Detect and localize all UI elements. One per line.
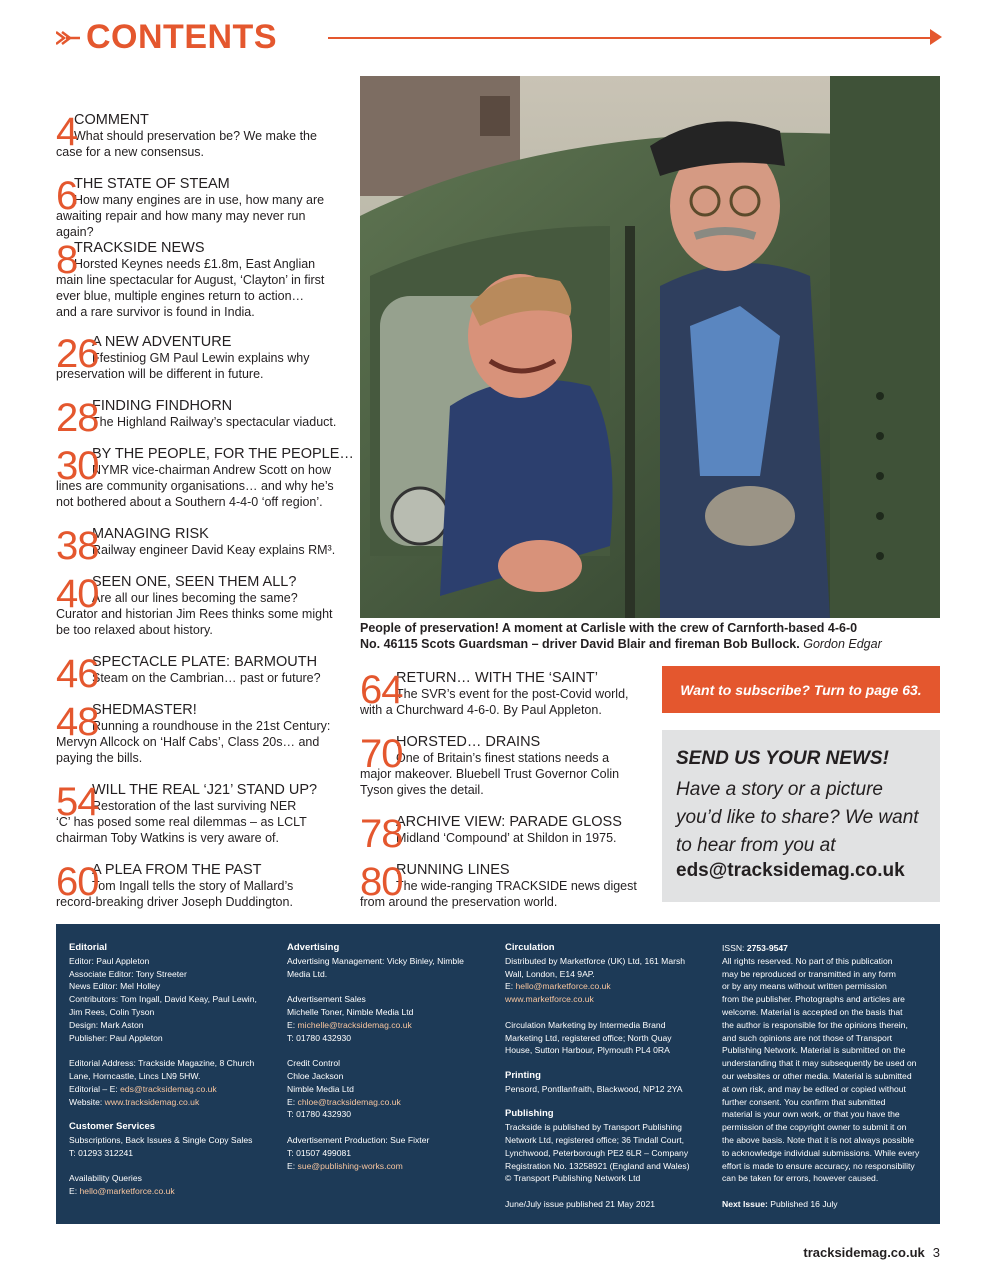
toc-title: A NEW ADVENTURE bbox=[92, 334, 232, 350]
footer-label: E: bbox=[69, 1186, 80, 1197]
toc-title: FINDING FINDHORN bbox=[92, 398, 233, 414]
toc-description-line: The Highland Railway’s spectacular viaduct. bbox=[92, 415, 337, 429]
toc-description-line: One of Britain’s finest stations needs a bbox=[396, 751, 610, 765]
toc-description-line: chairman Toby Watkins is very aware of. bbox=[56, 831, 279, 845]
toc-page-number: 6 bbox=[56, 174, 78, 218]
next-issue-label: Next Issue: bbox=[722, 1198, 768, 1209]
site-url[interactable]: tracksidemag.co.uk bbox=[803, 1245, 925, 1260]
toc-description-line: What should preservation be? We make the bbox=[74, 129, 317, 143]
footer-line: Lynchwood, Peterborough PE2 6LR – Company bbox=[505, 1147, 689, 1158]
footer-line: T: 01780 432930 bbox=[287, 1032, 352, 1043]
arrow-head-icon bbox=[930, 29, 942, 45]
marketforce-link[interactable]: www.marketforce.co.uk bbox=[505, 994, 594, 1005]
toc-description-line: The wide-ranging TRACKSIDE news digest bbox=[396, 879, 637, 893]
legal-line: further consent. You confirm that submitted bbox=[722, 1096, 886, 1107]
legal-line: material is your own work, or that you have the bbox=[722, 1109, 900, 1120]
footer-line: Circulation Marketing by Intermedia Brand bbox=[505, 1019, 666, 1030]
legal-line: and such opinions are not those of Transport bbox=[722, 1032, 893, 1043]
footer-label: Website: bbox=[69, 1096, 105, 1107]
toc-title: A PLEA FROM THE PAST bbox=[92, 862, 262, 878]
footer-line: Network Ltd, registered office; 36 Tindall Court, bbox=[505, 1134, 684, 1145]
toc-entry[interactable] bbox=[56, 652, 346, 696]
masthead-footer bbox=[56, 924, 940, 1224]
legal-line: from the publisher. Photographs and articles are bbox=[722, 994, 905, 1005]
send-news-email[interactable]: eds@tracksidemag.co.uk bbox=[676, 860, 905, 881]
toc-description-line: ‘C’ has posed some real dilemmas – as LCLT bbox=[56, 815, 307, 829]
legal-text bbox=[722, 955, 927, 1185]
legal-line: understanding that it may subsequently be used on bbox=[722, 1058, 917, 1069]
legal-line: All rights reserved. No part of this publication bbox=[722, 955, 893, 966]
footer-line: Advertisement Production: Sue Fixter bbox=[287, 1134, 430, 1145]
toc-title: RETURN… WITH THE ‘SAINT’ bbox=[396, 670, 598, 686]
toc-entry[interactable] bbox=[56, 112, 346, 160]
footer-line: T: 01780 432930 bbox=[287, 1109, 352, 1120]
footer-line: Chloe Jackson bbox=[287, 1070, 344, 1081]
toc-description-line: Railway engineer David Keay explains RM³. bbox=[92, 543, 336, 557]
toc-page-number: 40 bbox=[56, 572, 99, 616]
sales-email-link[interactable]: michelle@tracksidemag.co.uk bbox=[297, 1019, 412, 1030]
footer-line: Credit Control bbox=[287, 1058, 341, 1069]
toc-description-line: How many engines are in use, how many are bbox=[74, 193, 325, 207]
toc-page-number: 46 bbox=[56, 652, 99, 696]
toc-page-number: 8 bbox=[56, 238, 78, 282]
contents-header bbox=[56, 18, 942, 58]
toc-page-number: 38 bbox=[56, 524, 99, 568]
footer-line: Lane, Horncastle, Lincs LN9 5HW. bbox=[69, 1070, 201, 1081]
footer-line: T: 01293 312241 bbox=[69, 1147, 134, 1158]
footer-label: Editorial – E: bbox=[69, 1083, 121, 1094]
toc-entry[interactable] bbox=[56, 176, 346, 240]
footer-line: Distributed by Marketforce (UK) Ltd, 161 Marsh bbox=[505, 955, 686, 966]
legal-column bbox=[722, 942, 927, 1211]
toc-description-line: The SVR’s event for the post-Covid world, bbox=[396, 687, 629, 701]
footer-label: E: bbox=[287, 1019, 298, 1030]
footer-line: Marketing Ltd, registered office; North Quay bbox=[505, 1032, 672, 1043]
toc-description-line: be too relaxed about history. bbox=[56, 623, 213, 637]
toc-description-line: lines are community organisations… and why he’s bbox=[56, 479, 334, 493]
toc-description-line: Running a roundhouse in the 21st Century: bbox=[92, 719, 331, 733]
toc-description-line: ever blue, multiple engines return to action… bbox=[56, 289, 305, 303]
footer-line: Availability Queries bbox=[69, 1173, 142, 1184]
send-news-box bbox=[662, 730, 940, 902]
legal-line: at own risk, and may be edited or copied without bbox=[722, 1083, 906, 1094]
footer-label: E: bbox=[287, 1096, 298, 1107]
footer-label: E: bbox=[505, 981, 516, 992]
toc-title: MANAGING RISK bbox=[92, 526, 209, 542]
footer-line: Michelle Toner, Nimble Media Ltd bbox=[287, 1006, 414, 1017]
legal-line: effort is made to ensure accuracy, no responsibility bbox=[722, 1160, 915, 1171]
toc-page-number: 78 bbox=[360, 812, 403, 856]
footer-line: Publisher: Paul Appleton bbox=[69, 1032, 163, 1043]
production-email-link[interactable]: sue@publishing-works.com bbox=[297, 1160, 403, 1171]
footer-line: Wall, London, E14 9AP. bbox=[505, 968, 595, 979]
legal-line: or by any means without written permission bbox=[722, 981, 887, 992]
toc-description-line: from around the preservation world. bbox=[360, 895, 558, 909]
toc-entry[interactable] bbox=[360, 862, 655, 910]
toc-description-line: Tom Ingall tells the story of Mallard’s bbox=[92, 879, 294, 893]
footer-line: Contributors: Tom Ingall, David Keay, Paul Lewin, bbox=[69, 994, 257, 1005]
toc-title: RUNNING LINES bbox=[396, 862, 510, 878]
toc-description-line: NYMR vice-chairman Andrew Scott on how bbox=[92, 463, 331, 477]
toc-entry[interactable] bbox=[56, 574, 346, 638]
send-news-body bbox=[676, 776, 934, 860]
footer-line: © Transport Publishing Network Ltd bbox=[505, 1173, 641, 1184]
credit-email-link[interactable]: chloe@tracksidemag.co.uk bbox=[297, 1096, 401, 1107]
toc-description-line: Mervyn Allcock on ‘Half Cabs’, Class 20s… and bbox=[56, 735, 320, 749]
toc-entry[interactable] bbox=[360, 670, 655, 718]
toc-page-number: 4 bbox=[56, 110, 78, 154]
issue-published-line: June/July issue published 21 May 2021 bbox=[505, 1198, 656, 1209]
footer-line: Editorial Address: Trackside Magazine, 8 Church bbox=[69, 1058, 255, 1069]
page-title: CONTENTS bbox=[86, 18, 277, 56]
page-footer bbox=[803, 1245, 940, 1260]
send-news-line: Have a story or a picture bbox=[676, 779, 883, 800]
legal-line: our websites or other media. Material is submitted bbox=[722, 1070, 912, 1081]
toc-entry[interactable] bbox=[56, 862, 346, 910]
footer-line: Trackside is published by Transport Publishing bbox=[505, 1122, 682, 1133]
footer-line: Editor: Paul Appleton bbox=[69, 955, 150, 966]
footer-line: T: 01507 499081 bbox=[287, 1147, 352, 1158]
toc-entry[interactable] bbox=[56, 702, 346, 766]
printing-heading: Printing bbox=[505, 1069, 541, 1081]
footer-line: Media Ltd. bbox=[287, 968, 328, 979]
toc-title: SPECTACLE PLATE: BARMOUTH bbox=[92, 654, 318, 670]
toc-page-number: 30 bbox=[56, 444, 99, 488]
customer-services-heading: Customer Services bbox=[69, 1121, 156, 1133]
toc-description-line: Curator and historian Jim Rees thinks some might bbox=[56, 607, 333, 621]
send-news-heading: SEND US YOUR NEWS! bbox=[676, 748, 889, 769]
toc-title: THE STATE OF STEAM bbox=[74, 176, 230, 192]
legal-line: Publishing Network. Material is submitted on the bbox=[722, 1045, 906, 1056]
toc-entry[interactable] bbox=[56, 334, 346, 382]
toc-description-line: paying the bills. bbox=[56, 751, 143, 765]
toc-title: SEEN ONE, SEEN THEM ALL? bbox=[92, 574, 297, 590]
circulation-email-link[interactable]: hello@marketforce.co.uk bbox=[515, 981, 611, 992]
toc-page-number: 80 bbox=[360, 860, 403, 904]
toc-entry[interactable] bbox=[56, 240, 346, 320]
editorial-email-link[interactable]: eds@tracksidemag.co.uk bbox=[120, 1083, 217, 1094]
issn-number: 2753-9547 bbox=[746, 943, 788, 953]
footer-line: Pensord, Pontllanfraith, Blackwood, NP12 2YA bbox=[505, 1083, 683, 1094]
toc-title: WILL THE REAL ‘J21’ STAND UP? bbox=[92, 782, 318, 798]
toc-description-line: record-breaking driver Joseph Duddington. bbox=[56, 895, 293, 909]
toc-description-line: preservation will be different in future. bbox=[56, 367, 264, 381]
publishing-heading: Publishing bbox=[505, 1108, 554, 1120]
toc-page-number: 54 bbox=[56, 780, 99, 824]
toc-description-line: Ffestiniog GM Paul Lewin explains why bbox=[92, 351, 310, 365]
legal-line: can be taken for errors, however caused. bbox=[722, 1173, 879, 1184]
toc-description-line: Midland ‘Compound’ at Shildon in 1975. bbox=[396, 831, 617, 845]
toc-entry[interactable] bbox=[56, 396, 346, 440]
footer-line: House, Sutton Harbour, Plymouth PL4 0RA bbox=[505, 1045, 670, 1056]
toc-description-line: Steam on the Cambrian… past or future? bbox=[92, 671, 321, 685]
footer-line: Jim Rees, Colin Tyson bbox=[69, 1006, 155, 1017]
toc-entry[interactable] bbox=[56, 524, 346, 568]
footer-line: Associate Editor: Tony Streeter bbox=[69, 968, 187, 979]
toc-page-number: 28 bbox=[56, 396, 99, 440]
issn-label: ISSN: bbox=[722, 943, 747, 953]
footer-line: Advertisement Sales bbox=[287, 994, 366, 1005]
toc-description-line: Tyson gives the detail. bbox=[360, 783, 484, 797]
next-issue-date: Published 16 July bbox=[767, 1198, 838, 1209]
page-number: 3 bbox=[932, 1245, 940, 1260]
circulation-heading: Circulation bbox=[505, 942, 555, 953]
toc-description-line: main line spectacular for August, ‘Clayton’ in first bbox=[56, 273, 325, 287]
toc-description-line: not bothered about a Southern 4-4-0 ‘off region’. bbox=[56, 495, 323, 509]
toc-entry[interactable] bbox=[56, 782, 346, 846]
footer-line: Design: Mark Aston bbox=[69, 1019, 144, 1030]
toc-page-number: 60 bbox=[56, 860, 99, 904]
circulation-column bbox=[505, 942, 710, 1211]
photo-caption bbox=[360, 620, 940, 652]
legal-line: permission of the copyright owner to submit it on bbox=[722, 1122, 907, 1133]
toc-description-line: Horsted Keynes needs £1.8m, East Anglian bbox=[74, 257, 316, 271]
toc-description-line: Restoration of the last surviving NER bbox=[92, 799, 297, 813]
photo-credit: Gordon Edgar bbox=[803, 637, 882, 651]
toc-title: COMMENT bbox=[74, 112, 149, 128]
footer-line: Subscriptions, Back Issues & Single Copy Sales bbox=[69, 1134, 253, 1145]
editorial-column bbox=[69, 942, 274, 1198]
website-link[interactable]: www.tracksidemag.co.uk bbox=[104, 1096, 200, 1107]
footer-line: News Editor: Mel Holley bbox=[69, 981, 161, 992]
toc-description-line: awaiting repair and how many may never run again? bbox=[56, 209, 306, 239]
legal-line: to acknowledge individual submissions. While every bbox=[722, 1147, 920, 1158]
header-rule bbox=[328, 37, 930, 39]
footer-line: Registration No. 13258921 (England and Wales) bbox=[505, 1160, 690, 1171]
locomotive-crew-illustration bbox=[360, 76, 940, 618]
caption-line-2: No. 46115 Scots Guardsman – driver David Blair and fireman Bob Bullock. bbox=[360, 637, 800, 651]
toc-description-line: case for a new consensus. bbox=[56, 145, 204, 159]
availability-email-link[interactable]: hello@marketforce.co.uk bbox=[79, 1186, 175, 1197]
editorial-heading: Editorial bbox=[69, 942, 108, 953]
caption-line-1: People of preservation! A moment at Carlisle with the crew of Carnforth-based 4-6-0 bbox=[360, 621, 858, 635]
send-news-line: you’d like to share? We want bbox=[676, 807, 919, 828]
send-news-line: to hear from you at bbox=[676, 835, 836, 856]
toc-page-number: 26 bbox=[56, 332, 99, 376]
legal-line: may be reproduced or transmitted in any form bbox=[722, 968, 896, 979]
cover-photo bbox=[360, 76, 940, 618]
footer-line: Advertising Management: Vicky Binley, Nimble bbox=[287, 955, 464, 966]
toc-entry[interactable] bbox=[56, 444, 354, 510]
footer-label: E: bbox=[287, 1160, 298, 1171]
legal-line: the author is responsible for the opinions therein, bbox=[722, 1019, 908, 1030]
toc-title: HORSTED… DRAINS bbox=[396, 734, 541, 750]
advertising-column bbox=[287, 942, 492, 1172]
toc-title: ARCHIVE VIEW: PARADE GLOSS bbox=[396, 814, 622, 830]
toc-entry[interactable] bbox=[360, 812, 655, 856]
legal-line: the above basis. Note that it is not always possible bbox=[722, 1134, 915, 1145]
toc-description-line: with a Churchward 4-6-0. By Paul Appleton. bbox=[360, 703, 602, 717]
toc-page-number: 48 bbox=[56, 700, 99, 744]
toc-page-number: 64 bbox=[360, 668, 403, 712]
footer-line: Nimble Media Ltd bbox=[287, 1083, 354, 1094]
toc-description-line: Are all our lines becoming the same? bbox=[92, 591, 298, 605]
legal-line: welcome. Material is accepted on the basis that bbox=[722, 1006, 903, 1017]
toc-title: BY THE PEOPLE, FOR THE PEOPLE… bbox=[92, 446, 354, 462]
advertising-heading: Advertising bbox=[287, 942, 340, 953]
toc-description-line: major makeover. Bluebell Trust Governor Colin bbox=[360, 767, 620, 781]
toc-description-line: and a rare survivor is found in India. bbox=[56, 305, 255, 319]
toc-page-number: 70 bbox=[360, 732, 403, 776]
toc-entry[interactable] bbox=[360, 734, 655, 798]
arrow-fletching-icon bbox=[56, 30, 80, 46]
subscribe-banner[interactable]: Want to subscribe? Turn to page 63. bbox=[662, 666, 940, 713]
toc-title: SHEDMASTER! bbox=[92, 702, 197, 718]
toc-title: TRACKSIDE NEWS bbox=[74, 240, 205, 256]
